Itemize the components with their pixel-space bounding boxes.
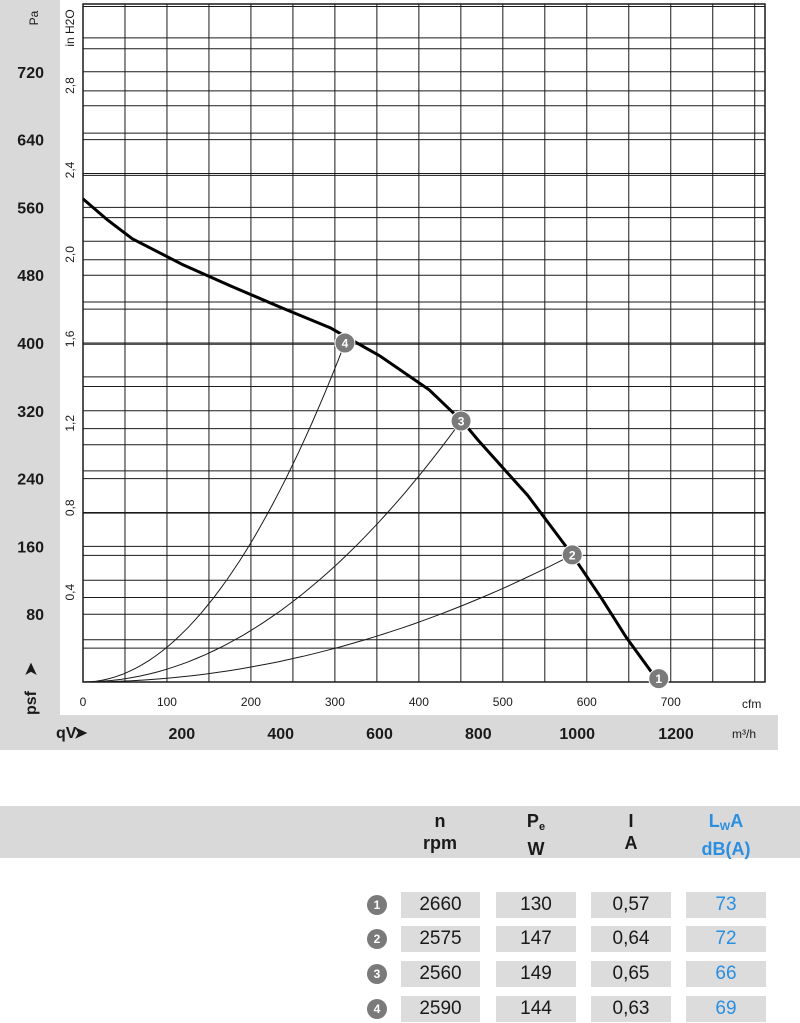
cell-i: 0,57 xyxy=(591,892,671,918)
cell-pe: 130 xyxy=(496,892,576,918)
x-tick-label-cfm: 200 xyxy=(240,695,261,709)
cell-pe: 144 xyxy=(496,996,576,1022)
header-lwa-top: $L_WA$ xyxy=(708,811,744,833)
x-tick-label-cfm: 700 xyxy=(660,695,681,709)
fan-curve xyxy=(83,199,659,682)
cell-lwa: 72 xyxy=(686,926,766,952)
y-axis-unit-inh2o: in H2O xyxy=(63,9,77,47)
header-i-unit: A xyxy=(624,833,638,853)
x-axis-symbol: qV xyxy=(56,725,77,742)
header-lwa xyxy=(686,810,766,860)
x-tick-label-cfm: 600 xyxy=(576,695,597,709)
header-lwa-unit: dB(A) xyxy=(701,839,751,859)
cell-lwa: 66 xyxy=(686,961,766,987)
y-tick-label-inh2o: 1,6 xyxy=(63,330,77,348)
performance-table xyxy=(0,806,800,1023)
cell-lwa: 73 xyxy=(686,892,766,918)
y-tick-label-inh2o: 1,2 xyxy=(63,414,77,432)
row-marker: 1 xyxy=(367,895,387,915)
cell-n: 2590 xyxy=(401,996,480,1022)
y-tick-label-pa: 640 xyxy=(17,132,44,150)
cell-lwa: 69 xyxy=(686,996,766,1022)
operating-point-label: 1 xyxy=(655,672,663,687)
y-tick-label-pa: 160 xyxy=(17,539,44,557)
left-axis-panel xyxy=(0,0,60,750)
x-axis-arrow: ➤ xyxy=(74,725,88,742)
cell-i: 0,64 xyxy=(591,926,671,952)
x-tick-label-m3h: 800 xyxy=(465,726,492,743)
y-tick-label-inh2o: 0,4 xyxy=(63,583,77,601)
cell-n: 2560 xyxy=(401,961,480,987)
header-pe-top: $P_e$ xyxy=(526,811,546,833)
cell-pe: 147 xyxy=(496,926,576,952)
x-tick-label-cfm: 500 xyxy=(492,695,513,709)
operating-point-label: 2 xyxy=(568,548,576,563)
header-pe xyxy=(496,810,576,860)
cell-n: 2660 xyxy=(401,892,480,918)
y-tick-label-pa: 720 xyxy=(17,64,44,82)
cell-i: 0,63 xyxy=(591,996,671,1022)
x-tick-label-cfm: 300 xyxy=(324,695,345,709)
y-tick-label-pa: 320 xyxy=(17,403,44,421)
header-pe-unit: W xyxy=(527,839,545,859)
system-curve xyxy=(83,555,572,682)
table-row xyxy=(0,892,800,918)
row-marker: 4 xyxy=(367,999,387,1019)
operating-point-label: 3 xyxy=(457,414,465,429)
tick-labels xyxy=(17,65,694,743)
table-row xyxy=(0,961,800,987)
x-axis-unit-m3h: m³/h xyxy=(732,727,756,741)
row-marker: 3 xyxy=(367,964,387,984)
curves xyxy=(83,199,659,682)
x-axis-unit-cfm: cfm xyxy=(742,697,762,711)
x-tick-label-m3h: 200 xyxy=(168,726,196,743)
x-tick-label-cfm: 0 xyxy=(79,695,87,709)
x-tick-label-m3h: 400 xyxy=(267,726,295,743)
header-n-unit: rpm xyxy=(422,833,457,853)
x-tick-label-m3h: 1000 xyxy=(559,726,595,743)
header-n xyxy=(400,810,480,854)
header-i-top: I xyxy=(628,811,634,831)
y-tick-label-pa: 80 xyxy=(26,607,44,625)
system-curve xyxy=(83,421,461,682)
y-tick-label-pa: 240 xyxy=(17,471,44,489)
y-tick-label-inh2o: 2,4 xyxy=(63,161,77,179)
x-tick-label-m3h: 600 xyxy=(366,726,393,743)
y-tick-label-pa: 560 xyxy=(17,200,44,218)
grid xyxy=(83,4,765,682)
y-tick-label-inh2o: 0,8 xyxy=(63,499,77,517)
header-n-top: n xyxy=(434,811,446,831)
y-tick-label-inh2o: 2,0 xyxy=(63,246,77,263)
table-row xyxy=(0,926,800,952)
cell-n: 2575 xyxy=(401,926,480,952)
y-tick-label-inh2o: 2,8 xyxy=(63,77,77,94)
y-tick-label-pa: 480 xyxy=(17,268,44,286)
y-axis-symbol: psf xyxy=(23,691,40,715)
table-row xyxy=(0,996,800,1022)
x-tick-label-cfm: 400 xyxy=(408,695,429,709)
y-tick-label-pa: 400 xyxy=(17,336,44,353)
row-marker: 2 xyxy=(367,929,387,949)
y-axis-arrow: ➤ xyxy=(23,662,40,676)
operating-point-label: 4 xyxy=(341,336,349,351)
y-axis-unit-pa: Pa xyxy=(27,10,41,26)
cell-i: 0,65 xyxy=(591,961,671,987)
header-i xyxy=(591,810,671,854)
x-tick-label-cfm: 100 xyxy=(156,695,177,709)
cell-pe: 149 xyxy=(496,961,576,987)
x-tick-label-m3h: 1200 xyxy=(658,726,694,743)
